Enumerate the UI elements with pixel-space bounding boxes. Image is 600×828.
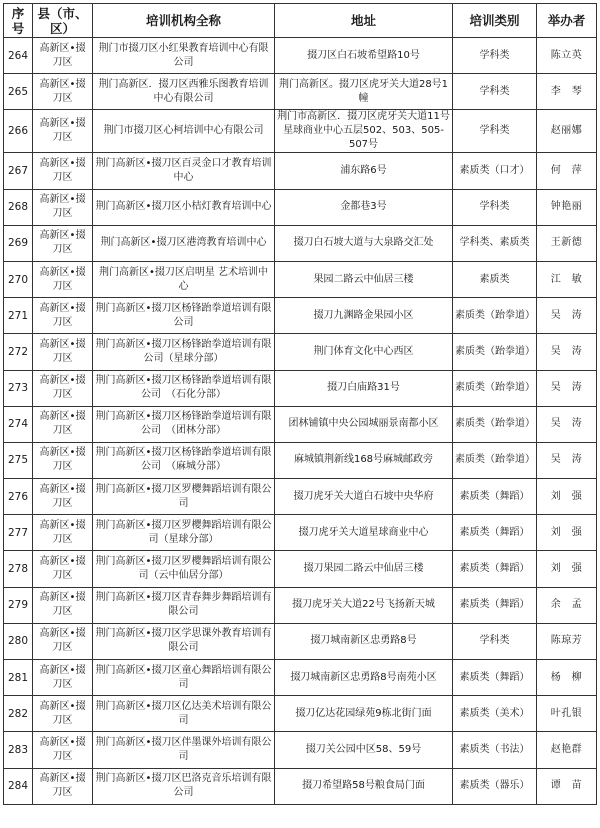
cell-type: 素质类（舞蹈） (453, 515, 537, 551)
table-row (4, 225, 597, 261)
cell-county: 高新区•掇刀区 (33, 696, 93, 732)
cell-address: 浦东路6号 (275, 153, 453, 189)
cell-no: 272 (4, 334, 33, 370)
cell-org: 荆门高新区•掇刀区杨锋跆拳道培训有限公司 （石化分部） (93, 370, 275, 406)
cell-host: 叶孔银 (537, 696, 597, 732)
cell-type: 素质类（口才） (453, 153, 537, 189)
cell-address: 掇刀虎牙关大道白石坡中央华府 (275, 479, 453, 515)
cell-type: 素质类（跆拳道） (453, 334, 537, 370)
cell-org: 荆门高新区．掇刀区西雅乐图教育培训中心有限公司 (93, 74, 275, 110)
cell-county: 高新区•掇刀区 (33, 623, 93, 659)
cell-host: 赵丽娜 (537, 110, 597, 153)
cell-host: 江 敏 (537, 261, 597, 297)
cell-type: 学科类 (453, 189, 537, 225)
cell-host: 何 萍 (537, 153, 597, 189)
cell-no: 266 (4, 110, 33, 153)
table-row (4, 623, 597, 659)
cell-county: 高新区•掇刀区 (33, 261, 93, 297)
cell-address: 掇刀虎牙关大道星球商业中心 (275, 515, 453, 551)
cell-county: 高新区•掇刀区 (33, 406, 93, 442)
cell-county: 高新区•掇刀区 (33, 551, 93, 587)
cell-county: 高新区•掇刀区 (33, 768, 93, 804)
cell-host: 赵艳群 (537, 732, 597, 768)
cell-org: 荆门高新区•掇刀区百灵金口才教育培训中心 (93, 153, 275, 189)
cell-type: 素质类（舞蹈） (453, 551, 537, 587)
cell-type: 素质类（舞蹈） (453, 479, 537, 515)
cell-address: 团林铺镇中央公园城丽景南都小区 (275, 406, 453, 442)
cell-type: 素质类（跆拳道） (453, 442, 537, 478)
cell-no: 278 (4, 551, 33, 587)
cell-no: 274 (4, 406, 33, 442)
table-row (4, 479, 597, 515)
cell-address: 掇刀城南新区忠勇路8号南苑小区 (275, 660, 453, 696)
cell-host: 陈琼芳 (537, 623, 597, 659)
table-row (4, 768, 597, 804)
cell-address: 掇刀虎牙关大道22号飞扬新天城 (275, 587, 453, 623)
cell-host: 谭 苗 (537, 768, 597, 804)
cell-org: 荆门高新区•掇刀区杨锋跆拳道培训有限公司 (93, 298, 275, 334)
cell-org: 荆门高新区•掇刀区学思课外教育培训有限公司 (93, 623, 275, 659)
cell-type: 素质类（跆拳道） (453, 406, 537, 442)
cell-address: 果园二路云中仙居三楼 (275, 261, 453, 297)
cell-no: 267 (4, 153, 33, 189)
table-row (4, 406, 597, 442)
cell-host: 余 孟 (537, 587, 597, 623)
cell-address: 掇刀希望路58号粮食局门面 (275, 768, 453, 804)
table-row (4, 110, 597, 153)
table-row (4, 442, 597, 478)
cell-no: 269 (4, 225, 33, 261)
cell-no: 276 (4, 479, 33, 515)
cell-address: 掇刀区白石坡希望路10号 (275, 38, 453, 74)
cell-county: 高新区•掇刀区 (33, 334, 93, 370)
cell-county: 高新区•掇刀区 (33, 587, 93, 623)
cell-county: 高新区•掇刀区 (33, 479, 93, 515)
cell-no: 281 (4, 660, 33, 696)
table-row (4, 334, 597, 370)
cell-org: 荆门高新区•掇刀区杨锋跆拳道培训有限公司 （麻城分部） (93, 442, 275, 478)
header-county: 县（市、区） (33, 4, 93, 38)
cell-type: 学科类 (453, 38, 537, 74)
cell-no: 284 (4, 768, 33, 804)
cell-address: 荆门体育文化中心西区 (275, 334, 453, 370)
cell-address: 麻城镇荆新线168号麻城邮政旁 (275, 442, 453, 478)
table-row (4, 370, 597, 406)
cell-type: 素质类 (453, 261, 537, 297)
cell-type: 素质类（器乐） (453, 768, 537, 804)
cell-host: 吴 涛 (537, 334, 597, 370)
cell-org: 荆门高新区•掇刀区伴墨课外培训有限公司 (93, 732, 275, 768)
cell-org: 荆门高新区•掇刀区罗樱舞蹈培训有限公司（星球分部） (93, 515, 275, 551)
cell-host: 刘 强 (537, 479, 597, 515)
cell-county: 高新区•掇刀区 (33, 225, 93, 261)
cell-address: 荆门高新区。掇刀区虎牙关大道28号1幢 (275, 74, 453, 110)
cell-county: 高新区•掇刀区 (33, 153, 93, 189)
table-row (4, 660, 597, 696)
cell-county: 高新区•掇刀区 (33, 732, 93, 768)
cell-no: 270 (4, 261, 33, 297)
cell-no: 271 (4, 298, 33, 334)
cell-host: 陈立英 (537, 38, 597, 74)
table-row (4, 74, 597, 110)
cell-host: 吴 涛 (537, 298, 597, 334)
cell-no: 277 (4, 515, 33, 551)
cell-org: 荆门高新区•掇刀区港湾教育培训中心 (93, 225, 275, 261)
cell-address: 掇刀果园二路云中仙居三楼 (275, 551, 453, 587)
cell-type: 素质类（舞蹈） (453, 660, 537, 696)
header-no: 序号 (4, 4, 33, 38)
cell-county: 高新区•掇刀区 (33, 442, 93, 478)
cell-org: 荆门高新区•掇刀区巴洛克音乐培训有限公司 (93, 768, 275, 804)
table-header-row (4, 4, 597, 38)
cell-org: 荆门高新区•掇刀区小桔灯教育培训中心 (93, 189, 275, 225)
cell-address: 掇刀城南新区忠勇路8号 (275, 623, 453, 659)
table-row (4, 38, 597, 74)
cell-org: 荆门市掇刀区小红果教育培训中心有限公司 (93, 38, 275, 74)
cell-host: 王新德 (537, 225, 597, 261)
cell-org: 荆门高新区•掇刀区杨锋跆拳道培训有限公司（星球分部） (93, 334, 275, 370)
cell-county: 高新区•掇刀区 (33, 38, 93, 74)
cell-host: 刘 强 (537, 515, 597, 551)
cell-type: 素质类（美术） (453, 696, 537, 732)
cell-org: 荆门高新区•掇刀区青春舞步舞蹈培训有限公司 (93, 587, 275, 623)
cell-county: 高新区•掇刀区 (33, 515, 93, 551)
cell-org: 荆门高新区•掇刀区罗樱舞蹈培训有限公司 (93, 479, 275, 515)
cell-type: 素质类（书法） (453, 732, 537, 768)
cell-host: 李 琴 (537, 74, 597, 110)
cell-type: 素质类（跆拳道） (453, 370, 537, 406)
cell-county: 高新区•掇刀区 (33, 370, 93, 406)
cell-host: 钟艳丽 (537, 189, 597, 225)
header-host: 举办者 (537, 4, 597, 38)
cell-county: 高新区•掇刀区 (33, 110, 93, 153)
cell-org: 荆门高新区•掇刀区亿达美术培训有限公司 (93, 696, 275, 732)
table-row (4, 153, 597, 189)
cell-type: 学科类 (453, 623, 537, 659)
cell-address: 金都巷3号 (275, 189, 453, 225)
cell-no: 268 (4, 189, 33, 225)
cell-host: 刘 强 (537, 551, 597, 587)
cell-host: 杨 柳 (537, 660, 597, 696)
table-row (4, 732, 597, 768)
cell-org: 荆门高新区•掇刀区杨锋跆拳道培训有限公司 （团林分部） (93, 406, 275, 442)
cell-type: 学科类、素质类 (453, 225, 537, 261)
cell-no: 280 (4, 623, 33, 659)
cell-address: 荆门市高新区．掇刀区虎牙关大道11号星球商业中心五层502、503、505-507号 (275, 110, 453, 153)
cell-county: 高新区•掇刀区 (33, 74, 93, 110)
cell-org: 荆门高新区•掇刀区罗樱舞蹈培训有限公司（云中仙居分部） (93, 551, 275, 587)
cell-type: 学科类 (453, 110, 537, 153)
cell-type: 学科类 (453, 74, 537, 110)
table-row (4, 515, 597, 551)
cell-county: 高新区•掇刀区 (33, 189, 93, 225)
table-row (4, 298, 597, 334)
table-row (4, 696, 597, 732)
table-row (4, 261, 597, 297)
table-row (4, 551, 597, 587)
cell-address: 掇刀九渊路金果园小区 (275, 298, 453, 334)
cell-org: 荆门高新区•掇刀区童心舞蹈培训有限公司 (93, 660, 275, 696)
cell-no: 264 (4, 38, 33, 74)
cell-address: 掇刀白石坡大道与大泉路交汇处 (275, 225, 453, 261)
cell-org: 荆门高新区•掇刀区启明星 艺术培训中心 (93, 261, 275, 297)
header-address: 地址 (275, 4, 453, 38)
cell-address: 掇刀亿达花园绿苑9栋北街门面 (275, 696, 453, 732)
cell-no: 265 (4, 74, 33, 110)
cell-org: 荆门市掇刀区心柯培训中心有限公司 (93, 110, 275, 153)
cell-no: 275 (4, 442, 33, 478)
cell-type: 素质类（舞蹈） (453, 587, 537, 623)
cell-county: 高新区•掇刀区 (33, 660, 93, 696)
header-org: 培训机构全称 (93, 4, 275, 38)
cell-host: 吴 涛 (537, 370, 597, 406)
cell-host: 吴 涛 (537, 442, 597, 478)
cell-host: 吴 涛 (537, 406, 597, 442)
table-row (4, 189, 597, 225)
table-row (4, 587, 597, 623)
cell-address: 掇刀关公园中区58、59号 (275, 732, 453, 768)
training-institutions-table (3, 3, 597, 805)
cell-no: 273 (4, 370, 33, 406)
cell-type: 素质类（跆拳道） (453, 298, 537, 334)
header-type: 培训类别 (453, 4, 537, 38)
cell-county: 高新区•掇刀区 (33, 298, 93, 334)
cell-no: 279 (4, 587, 33, 623)
cell-address: 掇刀白庙路31号 (275, 370, 453, 406)
cell-no: 282 (4, 696, 33, 732)
cell-no: 283 (4, 732, 33, 768)
